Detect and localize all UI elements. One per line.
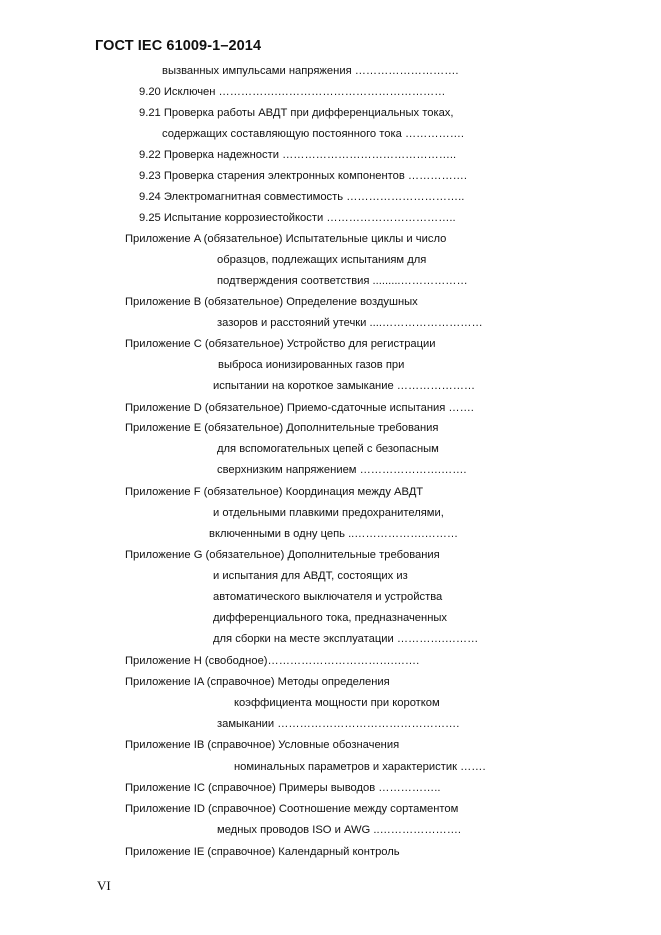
- toc-line: сверхнизким напряжением ………………….…….: [217, 464, 467, 476]
- toc-line: Приложение C (обязательное) Устройство для регистрации: [125, 338, 436, 350]
- document-header: ГОСТ IEC 61009-1–2014: [95, 38, 262, 54]
- toc-line: Приложение B (обязательное) Определение воздушных: [125, 296, 418, 308]
- toc-line: Приложение D (обязательное) Приемо-сдаточные испытания …….: [125, 402, 474, 414]
- toc-line: номинальных параметров и характеристик …….: [234, 761, 486, 773]
- toc-line: Приложение F (обязательное) Координация между АВДТ: [125, 486, 424, 498]
- toc-line: выброса ионизированных газов при: [218, 359, 405, 371]
- toc-line: замыкании ………………………………………….: [217, 718, 460, 730]
- toc-line: образцов, подлежащих испытаниям для: [217, 254, 427, 266]
- toc-line: включенными в одну цепь ..……………….………: [209, 528, 459, 540]
- toc-line: Приложение IB (справочное) Условные обозначения: [125, 739, 400, 751]
- toc-line: коэффициента мощности при коротком: [234, 697, 440, 709]
- toc-line: 9.25 Испытание коррозиестойкости ……………………………..: [139, 212, 456, 224]
- toc-line: Приложение A (обязательное) Испытательные циклы и число: [125, 233, 447, 245]
- toc-line: Приложение IE (справочное) Календарный контроль: [125, 846, 400, 858]
- toc-line: дифференциального тока, предназначенных: [213, 612, 448, 624]
- toc-line: 9.22 Проверка надежности ………………………………………..: [139, 149, 457, 161]
- toc-line: вызванных импульсами напряжения ……………………….: [162, 65, 459, 77]
- toc-line: испытании на короткое замыкание …………………: [213, 380, 476, 392]
- toc-line: содержащих составляющую постоянного тока …………….: [162, 128, 465, 140]
- toc-line: Приложение H (свободное)…………………………….…….: [125, 655, 420, 667]
- toc-line: зазоров и расстояний утечки ....………………………: [217, 317, 483, 329]
- toc-line: 9.23 Проверка старения электронных компонентов …………….: [139, 170, 467, 182]
- toc-line: и отдельными плавкими предохранителями,: [213, 507, 444, 519]
- toc-line: Приложение E (обязательное) Дополнительные требования: [125, 422, 439, 434]
- toc-line: Приложение ID (справочное) Соотношение между сортаментом: [125, 803, 459, 815]
- toc-line: Приложение IC (справочное) Примеры выводов ……………..: [125, 782, 441, 794]
- page-number: VI: [97, 878, 111, 893]
- toc-line: подтверждения соответствия .........………………: [217, 275, 468, 287]
- toc-line: 9.21 Проверка работы АВДТ при дифференциальных токах,: [139, 107, 454, 119]
- toc-line: 9.24 Электромагнитная совместимость …………………………..: [139, 191, 465, 203]
- toc-line: 9.20 Исключен …………….………………………………………: [139, 86, 446, 98]
- toc-line: Приложение IA (справочное) Методы определения: [125, 676, 390, 688]
- toc-line: Приложение G (обязательное) Дополнительные требования: [125, 549, 440, 561]
- toc-line: для вспомогательных цепей с безопасным: [217, 443, 439, 455]
- toc-line: и испытания для АВДТ, состоящих из: [213, 570, 408, 582]
- toc-line: для сборки на месте эксплуатации ………….………: [213, 633, 479, 645]
- toc-line: автоматического выключателя и устройства: [213, 591, 443, 603]
- toc-line: медных проводов ISO и AWG ..………………….: [217, 824, 462, 836]
